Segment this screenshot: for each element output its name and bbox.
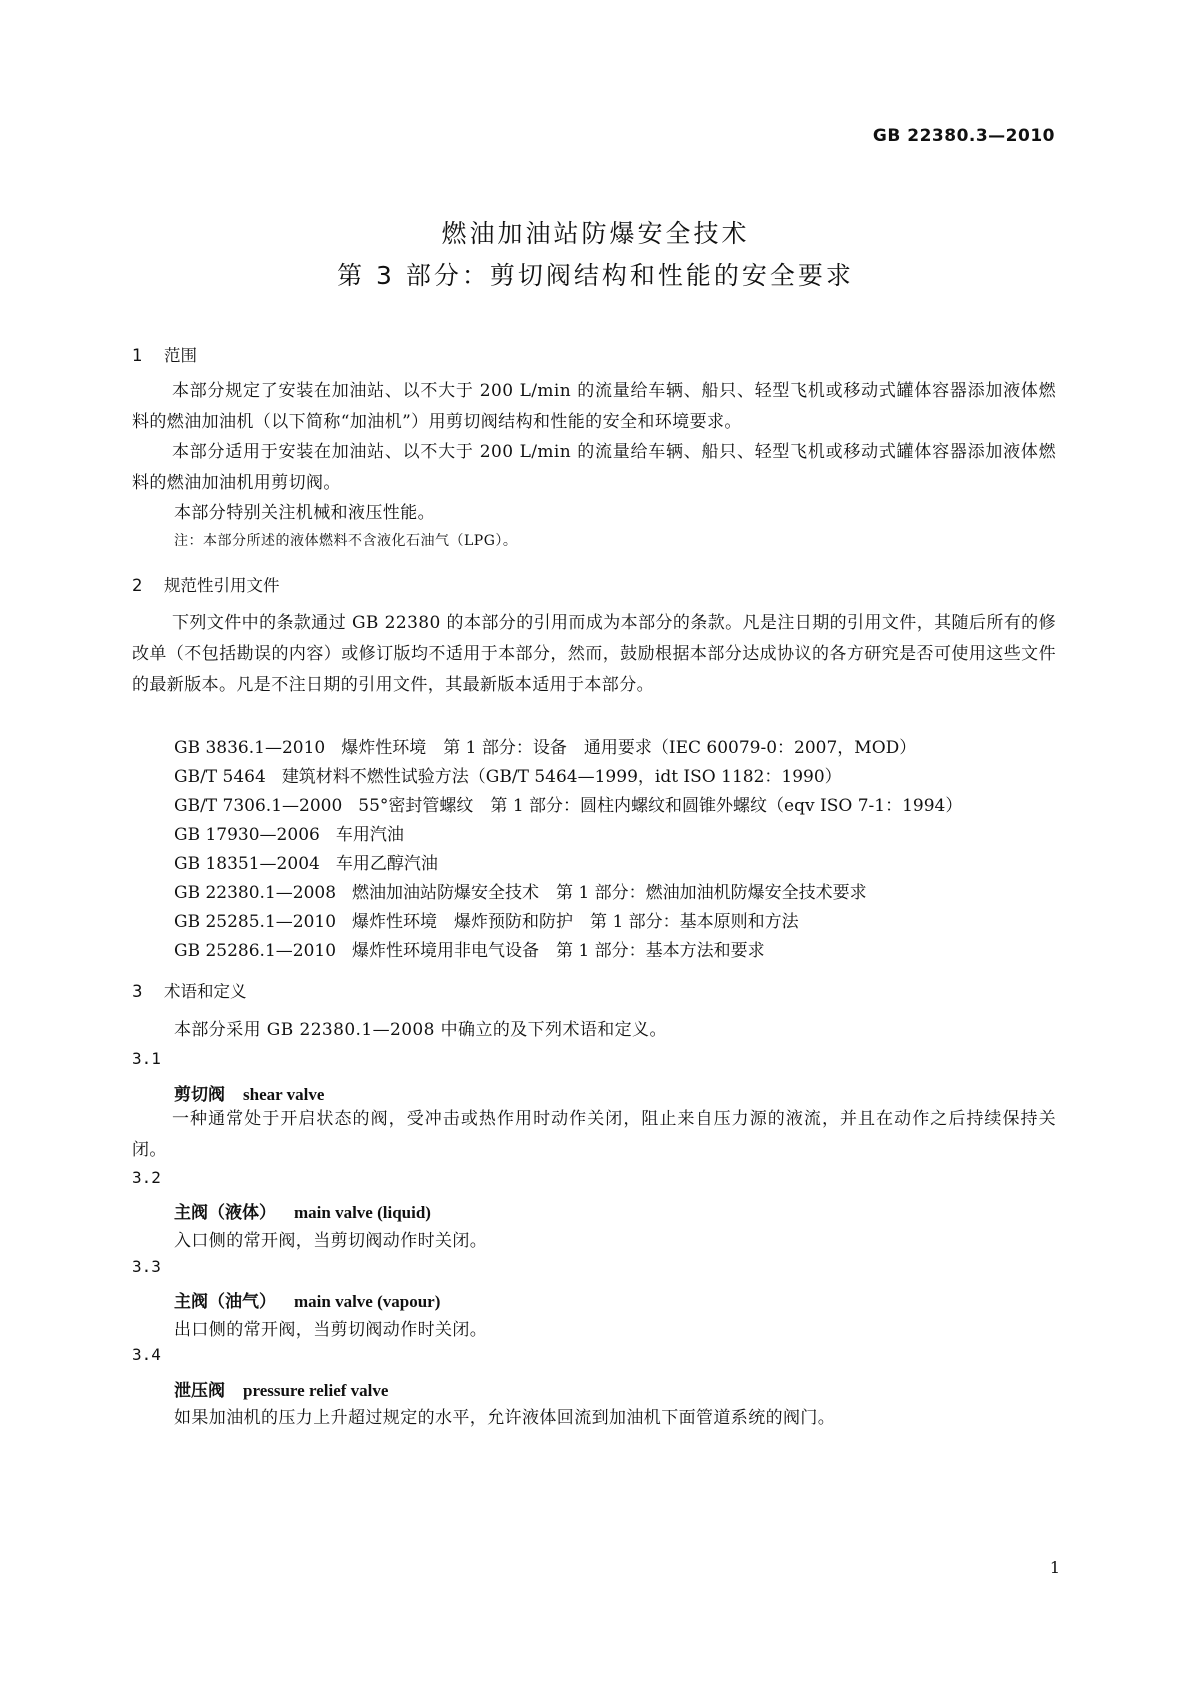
reference-item bbox=[174, 762, 842, 787]
section-number: 2 bbox=[132, 576, 143, 595]
term-zh: 泄压阀 bbox=[174, 1381, 225, 1401]
reference-item bbox=[174, 878, 867, 903]
term-name bbox=[174, 1287, 440, 1312]
term-en: main valve (vapour) bbox=[294, 1292, 441, 1311]
reference-code: GB 25286.1—2010 bbox=[174, 941, 337, 961]
reference-code: GB 25285.1—2010 bbox=[174, 912, 337, 932]
term-zh: 主阀（液体） bbox=[174, 1203, 276, 1223]
scope-paragraph: 本部分适用于安装在加油站、以不大于 200 L/min 的流量给车辆、船只、轻型飞机或移动式罐体容器添加液体燃料的燃油加油机用剪切阀。 bbox=[132, 442, 1056, 493]
term-name bbox=[174, 1080, 324, 1105]
reference-item bbox=[174, 791, 962, 816]
term-name bbox=[174, 1198, 431, 1223]
reference-title: 车用乙醇汽油 bbox=[335, 854, 438, 874]
reference-title: 车用汽油 bbox=[335, 825, 404, 845]
reference-code: GB/T 5464 bbox=[174, 767, 266, 787]
document-title-line2: 第 3 部分：剪切阀结构和性能的安全要求 bbox=[337, 261, 854, 290]
term-en: pressure relief valve bbox=[243, 1381, 389, 1400]
term-definition: 出口侧的常开阀，当剪切阀动作时关闭。 bbox=[174, 1320, 488, 1340]
reference-title: 爆炸性环境 爆炸预防和防护 第 1 部分：基本原则和方法 bbox=[352, 912, 799, 932]
standard-code: GB 22380.3—2010 bbox=[872, 126, 1055, 146]
term-zh: 剪切阀 bbox=[174, 1085, 225, 1105]
section-heading-scope bbox=[132, 342, 197, 366]
reference-item bbox=[174, 733, 916, 758]
reference-code: GB 3836.1—2010 bbox=[174, 738, 326, 758]
reference-title: 爆炸性环境用非电气设备 第 1 部分：基本方法和要求 bbox=[352, 941, 765, 961]
term-zh: 主阀（油气） bbox=[174, 1292, 276, 1312]
reference-title: 燃油加油站防爆安全技术 第 1 部分：燃油加油机防爆安全技术要求 bbox=[352, 883, 867, 903]
clause-number: 3.4 bbox=[132, 1345, 161, 1364]
reference-item bbox=[174, 907, 799, 932]
reference-title: 55°密封管螺纹 第 1 部分：圆柱内螺纹和圆锥外螺纹（eqv ISO 7-1：1994） bbox=[358, 796, 963, 816]
reference-code: GB 18351—2004 bbox=[174, 854, 320, 874]
scope-paragraph: 本部分特别关注机械和液压性能。 bbox=[174, 503, 435, 523]
term-definition: 如果加油机的压力上升超过规定的水平，允许液体回流到加油机下面管道系统的阀门。 bbox=[174, 1408, 836, 1428]
scope-note: 注：本部分所述的液体燃料不含液化石油气（LPG）。 bbox=[174, 533, 518, 549]
reference-code: GB/T 7306.1—2000 bbox=[174, 796, 343, 816]
page-number: 1 bbox=[1049, 1558, 1060, 1577]
clause-number: 3.1 bbox=[132, 1049, 161, 1068]
section-title: 规范性引用文件 bbox=[164, 576, 280, 595]
term-en: shear valve bbox=[243, 1085, 325, 1104]
reference-item bbox=[174, 849, 438, 874]
clause-number: 3.3 bbox=[132, 1257, 161, 1276]
term-definition: 入口侧的常开阀，当剪切阀动作时关闭。 bbox=[174, 1231, 488, 1251]
section-title: 术语和定义 bbox=[164, 982, 247, 1001]
term-definition: 一种通常处于开启状态的阀，受冲击或热作用时动作关闭，阻止来自压力源的液流，并且在动作之后持续保持关闭。 bbox=[132, 1109, 1056, 1160]
reference-code: GB 22380.1—2008 bbox=[174, 883, 337, 903]
term-en: main valve (liquid) bbox=[294, 1203, 431, 1222]
document-title-line1: 燃油加油站防爆安全技术 bbox=[441, 219, 750, 248]
clause-number: 3.2 bbox=[132, 1168, 161, 1187]
section-heading-normative-refs bbox=[132, 572, 280, 596]
section-heading-terms bbox=[132, 978, 247, 1002]
term-name bbox=[174, 1376, 388, 1401]
section-number: 3 bbox=[132, 982, 143, 1001]
scope-paragraph: 本部分规定了安装在加油站、以不大于 200 L/min 的流量给车辆、船只、轻型飞机或移动式罐体容器添加液体燃料的燃油加油机（以下简称“加油机”）用剪切阀结构和性能的安全和环境要求。 bbox=[132, 381, 1056, 432]
reference-title: 建筑材料不燃性试验方法（GB/T 5464—1999，idt ISO 1182：1990） bbox=[281, 767, 842, 787]
reference-code: GB 17930—2006 bbox=[174, 825, 320, 845]
section-title: 范围 bbox=[164, 346, 197, 365]
terms-intro: 本部分采用 GB 22380.1—2008 中确立的及下列术语和定义。 bbox=[174, 1020, 667, 1040]
reference-title: 爆炸性环境 第 1 部分：设备 通用要求（IEC 60079-0：2007，MOD） bbox=[341, 738, 917, 758]
reference-item bbox=[174, 936, 765, 961]
section-number: 1 bbox=[132, 346, 143, 365]
normative-refs-intro: 下列文件中的条款通过 GB 22380 的本部分的引用而成为本部分的条款。凡是注日期的引用文件，其随后所有的修改单（不包括勘误的内容）或修订版均不适用于本部分，然而，鼓励根据本部分达成协议的各方研究是否可使用这些文件的最新版本。凡是不注日期的引用文件，其最新版本适用于本部分。 bbox=[132, 613, 1056, 695]
reference-item bbox=[174, 820, 404, 845]
